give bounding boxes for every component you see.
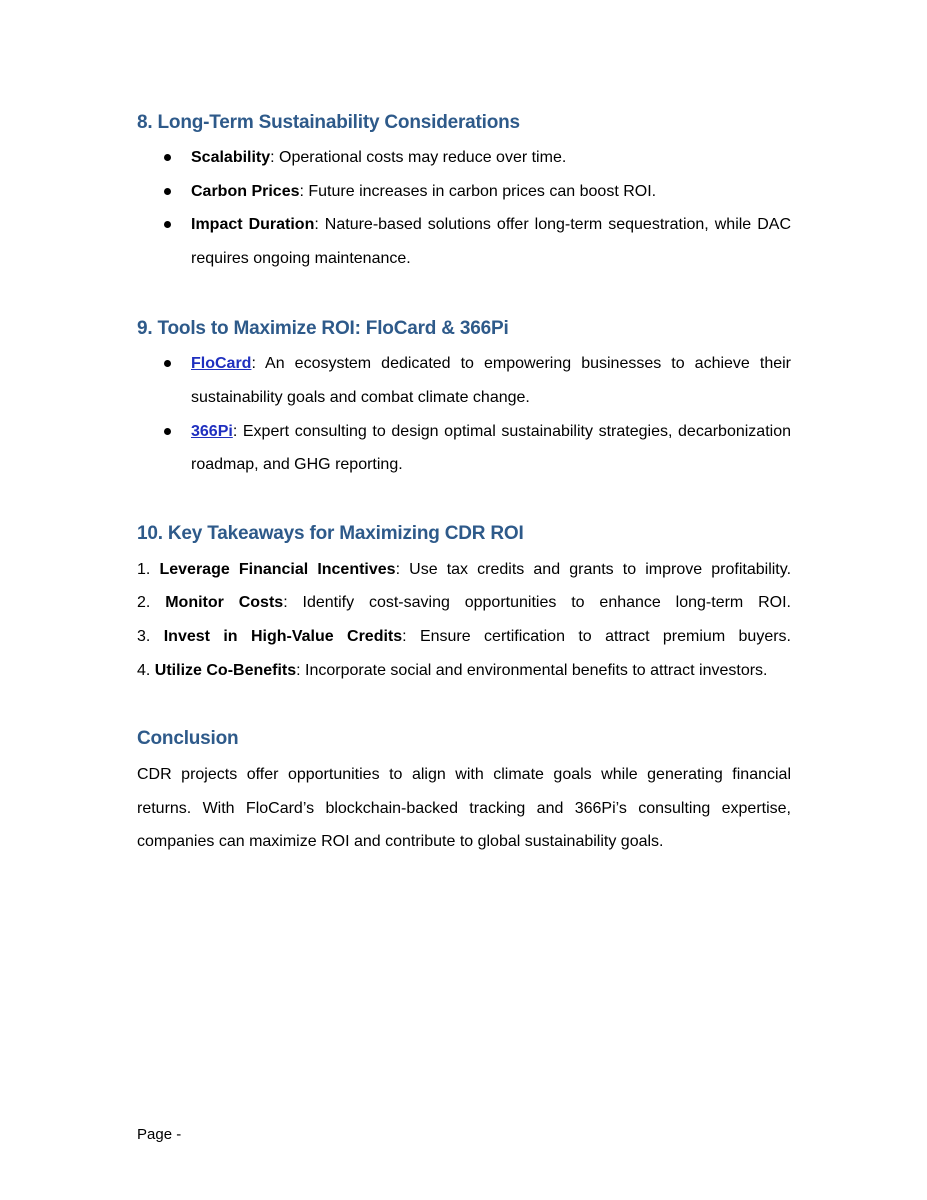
bullet-icon	[164, 428, 171, 435]
bullet-icon	[164, 154, 171, 161]
list-item	[137, 175, 791, 209]
page-footer: Page -	[137, 1126, 182, 1143]
item-label: Utilize Co-Benefits	[154, 661, 297, 679]
item-text: : Ensure certification to attract premium buyers.	[402, 627, 791, 645]
flocard-link[interactable]: FloCard	[191, 355, 252, 373]
item-number: 4.	[137, 661, 151, 679]
item-text: : Operational costs may reduce over time.	[270, 149, 567, 166]
item-label: Invest in High-Value Credits	[163, 627, 403, 645]
bullet-icon	[164, 188, 171, 195]
item-label: Scalability	[191, 149, 271, 166]
item-number: 2.	[137, 594, 151, 612]
item-text: : Incorporate social and environmental benefits to attract investors.	[296, 661, 768, 679]
section-9-list	[137, 347, 791, 481]
list-item	[137, 586, 791, 620]
366pi-link[interactable]: 366Pi	[191, 422, 233, 440]
item-number: 1.	[137, 560, 151, 578]
item-text: : Future increases in carbon prices can boost ROI.	[299, 182, 657, 200]
bullet-icon	[164, 221, 171, 228]
item-text: : Use tax credits and grants to improve profitability.	[395, 560, 792, 578]
item-label: Impact Duration	[191, 216, 315, 234]
item-text: : Nature-based solutions offer long-term sequestration, while DAC requires ongoing maintenance.	[191, 216, 791, 267]
item-label: Leverage Financial Incentives	[159, 560, 396, 578]
section-8-heading: 8. Long-Term Sustainability Considerations	[137, 112, 520, 133]
bullet-icon	[164, 360, 171, 367]
section-10-heading: 10. Key Takeaways for Maximizing CDR ROI	[137, 522, 524, 544]
item-text: : An ecosystem dedicated to empowering businesses to achieve their sustainability goals and combat climate change.	[191, 355, 791, 406]
list-item	[137, 620, 791, 654]
section-9-heading: 9. Tools to Maximize ROI: FloCard & 366Pi	[137, 318, 509, 340]
item-number: 3.	[137, 627, 151, 645]
page-content	[137, 108, 791, 859]
item-label: Carbon Prices	[191, 182, 300, 200]
list-item	[137, 415, 791, 482]
item-label: Monitor Costs	[165, 594, 284, 612]
list-item	[137, 141, 791, 175]
section-8-list	[137, 141, 791, 275]
list-item	[137, 654, 791, 688]
item-text: : Expert consulting to design optimal sustainability strategies, decarbonization roadmap, and GHG reporting.	[191, 422, 791, 474]
conclusion-heading: Conclusion	[137, 728, 239, 750]
list-item	[137, 347, 791, 414]
list-item	[137, 208, 791, 275]
conclusion-paragraph: CDR projects offer opportunities to align with climate goals while generating financial returns. With FloCard’s blockchain-backed tracking and 366Pi’s consulting expertise, companies can maximize ROI and contribute to global sustainability goals.	[137, 766, 791, 851]
section-10-list	[137, 553, 791, 687]
item-text: : Identify cost-saving opportunities to enhance long-term ROI.	[283, 594, 792, 612]
list-item	[137, 553, 791, 587]
